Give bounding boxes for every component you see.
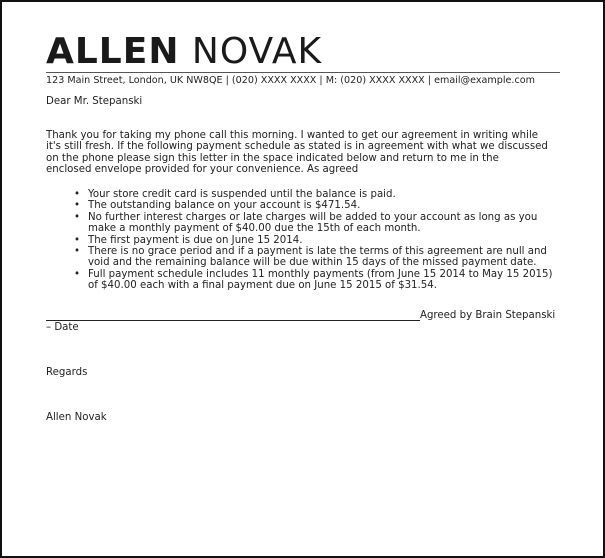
bullet-icon: • [74, 268, 81, 280]
list-item-text: Full payment schedule includes 11 monthly payments (from June 15 2014 to May 15 2015) [88, 268, 553, 280]
list-item-text: The first payment is due on June 15 2014. [88, 234, 303, 246]
list-item [46, 246, 566, 269]
sender-first-name: ALLEN [46, 31, 180, 72]
list-item-text: There is no grace period and if a payment is late the terms of this agreement are null and [88, 246, 547, 258]
bullet-icon: • [74, 189, 81, 200]
list-item-text: of $40.00 each with a final payment due on June 15 2015 of $31.54. [88, 280, 437, 292]
bullet-icon: • [74, 246, 81, 258]
list-item-text: No further interest charges or late charges will be added to your account as long as you [88, 211, 538, 223]
sender-last-name: NOVAK [191, 31, 323, 72]
list-item [46, 189, 566, 200]
bullet-icon: • [74, 200, 81, 212]
list-item-text: void and the remaining balance will be due within 15 days of the missed payment date. [88, 257, 537, 269]
signature-line [46, 308, 420, 321]
intro-line: Thank you for taking my phone call this morning. I wanted to get our agreement in writing while [46, 130, 539, 141]
closing: Regards [46, 367, 88, 378]
bullet-icon: • [74, 234, 81, 246]
agreed-by-label: Agreed by Brain Stepanski [420, 310, 556, 321]
intro-paragraph [46, 130, 566, 176]
list-item-text: The outstanding balance on your account is $471.54. [88, 200, 361, 212]
date-label: – Date [46, 322, 79, 333]
salutation: Dear Mr. Stepanski [46, 96, 143, 107]
list-item [46, 269, 566, 292]
list-item [46, 212, 566, 235]
contact-line: 123 Main Street, London, UK NW8QE | (020) XXXX XXXX | M: (020) XXXX XXXX | email@example.com [46, 75, 535, 86]
intro-line: it's still fresh. If the following payment schedule as stated is in agreement with what we discussed [46, 141, 548, 153]
list-item-text: Your store credit card is suspended until the balance is paid. [88, 189, 396, 200]
intro-line: enclosed envelope provided for your convenience. As agreed [46, 164, 359, 176]
terms-list [46, 189, 566, 292]
intro-line: on the phone please sign this letter in the space indicated below and return to me in the [46, 152, 499, 164]
sender-name [46, 32, 322, 72]
header-divider [46, 72, 560, 73]
list-item [46, 235, 566, 246]
list-item [46, 200, 566, 211]
bullet-icon: • [74, 211, 81, 223]
signer-name: Allen Novak [46, 412, 107, 423]
list-item-text: make a monthly payment of $40.00 due the 15th of each month. [88, 223, 421, 235]
